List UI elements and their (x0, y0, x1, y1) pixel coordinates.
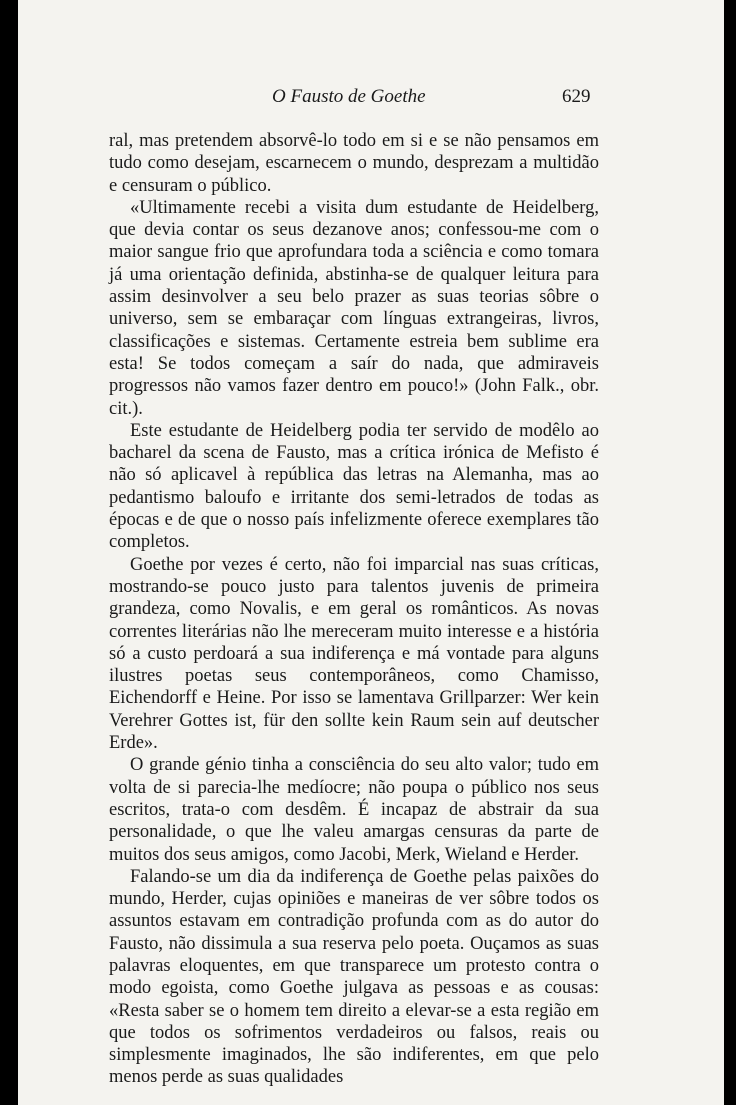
running-title: O Fausto de Goethe (272, 86, 426, 107)
paragraph-heidelberg-student: Este estudante de Heidelberg podia ter servido de modêlo ao bacharel da scena de Fausto, mas a crítica irónica de Mefisto é não só aplicavel à república das letras na Alemanha, mas ao pedantismo baloufo e irritante dos semi-letrados de todas as épocas e de que o nosso país infelizmente oferece exemplares tão completos. (109, 420, 599, 553)
page-header (18, 86, 724, 116)
scan-border-right (724, 0, 736, 1105)
paragraph-quote-falk: «Ultimamente recebi a visita dum estudante de Heidelberg, que devia contar os seus dezanove anos; confessou-me com o maior sangue frio que aprofundara toda a sciência e como tomara já uma orientação definida, abstinha-se de qualquer leitura para assim desinvolver a seu belo prazer as suas teorias sôbre o universo, sem se embaraçar com línguas extrangeiras, livros, classificações e sistemas. Certamente estreia bem sublime era esta! Se todos começam a saír do nada, que admiraveis progressos não vamos fazer dentro em pouco!» (John Falk., obr. cit.). (109, 197, 599, 419)
page-number: 629 (562, 86, 591, 107)
body-text (109, 130, 599, 1089)
scan-border-left (0, 0, 18, 1105)
book-page (18, 0, 724, 1105)
paragraph-continuation: ral, mas pretendem absorvê-lo todo em si e se não pensamos em tudo como desejam, escarnecem o mundo, desprezam a multidão e censuram o público. (109, 131, 599, 196)
paragraph-herder: Falando-se um dia da indiferença de Goethe pelas paixões do mundo, Herder, cujas opiniões e maneiras de ver sôbre todos os assuntos estavam em contradição profunda com as do autor do Fausto, não dissimula a sua reserva pelo poeta. Ouçamos as suas palavras eloquentes, em que transparece um protesto contra o modo egoista, como Goethe julgava as pessoas e as cousas: «Resta saber se o homem tem direito a elevar-se a esta região em que todos os sofrimentos verdadeiros ou falsos, reais ou simplesmente imaginados, lhe são indiferentes, em que pelo menos perde as suas qualidades (109, 866, 599, 1088)
paragraph-great-genius: O grande génio tinha a consciência do seu alto valor; tudo em volta de si parecia-lhe medíocre; não poupa o público nos seus escritos, trata-o com desdêm. É incapaz de abstrair da sua personalidade, o que lhe valeu amargas censuras da parte de muitos dos seus amigos, como Jacobi, Merk, Wieland e Herder. (109, 755, 599, 865)
paragraph-goethe-critiques: Goethe por vezes é certo, não foi imparcial nas suas críticas, mostrando-se pouco justo para talentos juvenis de primeira grandeza, como Novalis, e em geral os românticos. As novas correntes literárias não lhe mereceram muito interesse e a história só a custo perdoará a sua indiferença e má vontade para alguns ilustres poetas seus contemporâneos, como Chamisso, Eichendorff e Heine. Por isso se lamentava Grillparzer: Wer kein Verehrer Gottes ist, für den sollte kein Raum sein auf deutscher Erde». (109, 554, 599, 754)
